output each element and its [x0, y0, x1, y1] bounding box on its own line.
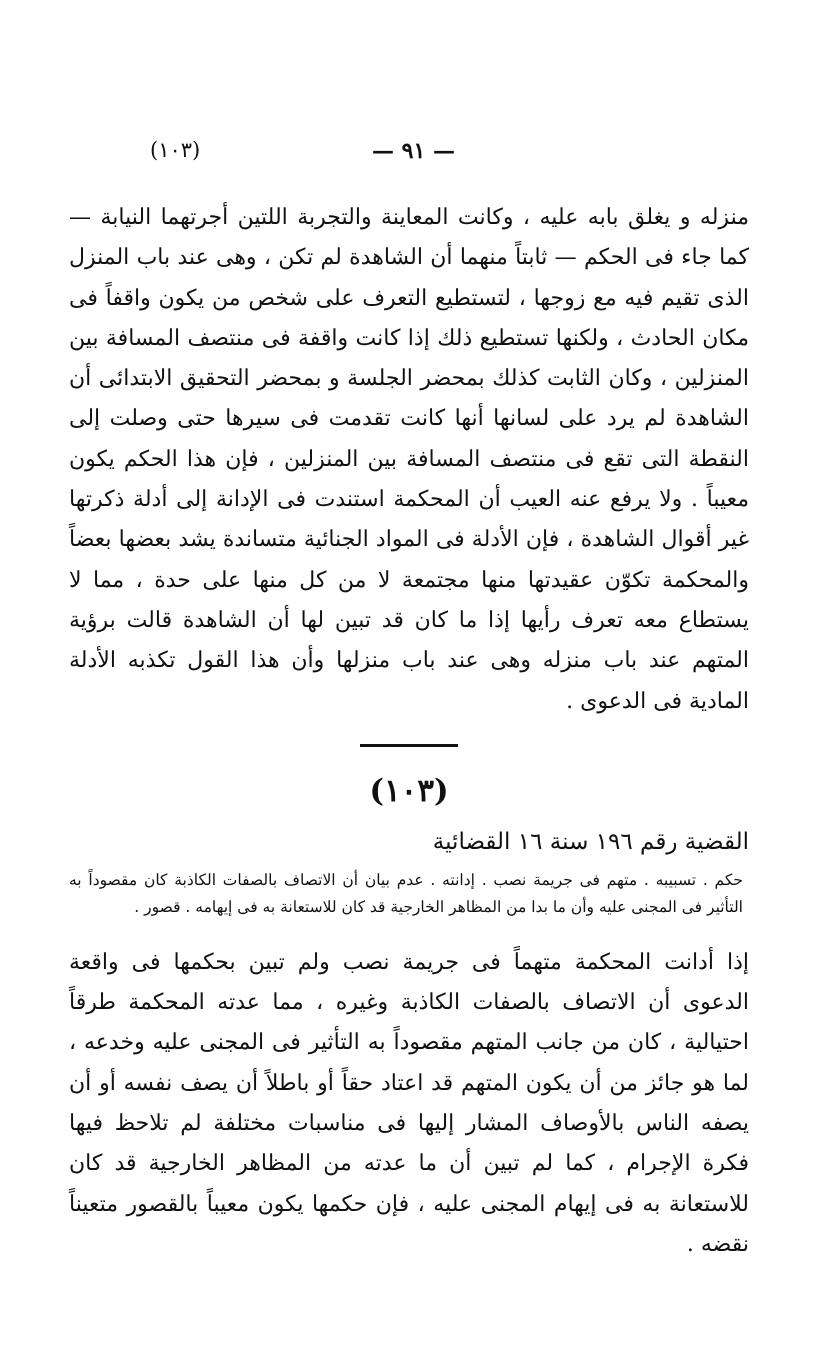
- page-header: [110, 138, 717, 178]
- page-number: — ٩١ —: [372, 138, 455, 164]
- case-summary: حكم . تسبيبه . متهم فى جريمة نصب . إدانته . عدم بيان أن الاتصاف بالصفات الكاذبة كان مقصوداً به التأثير فى المجنى عليه وأن ما بدا من المظاهر الخارجية قد كان للاستعانة به فى إيهامه . قصور .: [69, 870, 743, 916]
- case-number-heading: (١٠٣): [369, 772, 449, 809]
- ruling-section: [69, 943, 749, 1265]
- page-content: [69, 198, 749, 1265]
- continued-paragraph: [69, 198, 749, 722]
- case-title: القضية رقم ١٩٦ سنة ١٦ القضائية: [432, 828, 749, 855]
- running-case-reference: (١٠٣): [150, 138, 201, 162]
- section-divider: [360, 744, 458, 747]
- ruling-text: إذا أدانت المحكمة متهماً فى جريمة نصب ولم تبين بحكمها فى واقعة الدعوى أن الاتصاف بالصفات الكاذبة وغيره ، مما عدته المحكمة طرقاً احتيالية ، كان من جانب المتهم مقصوداً به التأثير فى المجنى عليه وخدعه ، لما هو جائز من أن يكون المتهم قد اعتاد حقاً أو باطلاً أن يصف نفسه أو أن يصفه الناس بالأوصاف المشار إليها فى مناسبات مختلفة لم تلاحظ فيها فكرة الإجرام ، كما لم تبين أن ما عدته من المظاهر الخارجية قد كان للاستعانة به فى إيهام المجنى عليه ، فإن حكمها يكون معيباً بالقصور متعيناً نقضه .: [69, 949, 749, 1257]
- paragraph-text: منزله و يغلق بابه عليه ، وكانت المعاينة والتجربة اللتين أجرتهما النيابة — كما جاء فى الحكم — ثابتاً منهما أن الشاهدة لم تكن ، وهى عند باب المنزل الذى تقيم فيه مع زوجها ، لتستطيع التعرف على شخص من يكون واقفاً فى مكان الحادث ، ولكنها تستطيع ذلك إذا كانت واقفة فى منتصف المسافة بين المنزلين ، وكان الثابت كذلك بمحضر الجلسة و بمحضر التحقيق الابتدائى أن الشاهدة لم يرد على لسانها أنها كانت تقدمت فى سيرها حتى وصلت إلى النقطة التى تقع فى منتصف المسافة بين المنزلين ، فإن هذا الحكم يكون معيباً . ولا يرفع عنه العيب أن المحكمة استندت فى الإدانة إلى أدلة ذكرتها غير أقوال الشاهدة ، فإن الأدلة فى المواد الجنائية متساندة يشد بعضها بعضاً والمحكمة تكوّن عقيدتها منها مجتمعة لا من كل منها على حدة ، مما لا يستطاع معه تعرف رأيها إذا ما كان قد تبين لها أن الشاهدة قالت برؤية المتهم عند باب منزله وهى عند باب منزلها وأن هذا القول تكذبه الأدلة المادية فى الدعوى .: [69, 205, 750, 714]
